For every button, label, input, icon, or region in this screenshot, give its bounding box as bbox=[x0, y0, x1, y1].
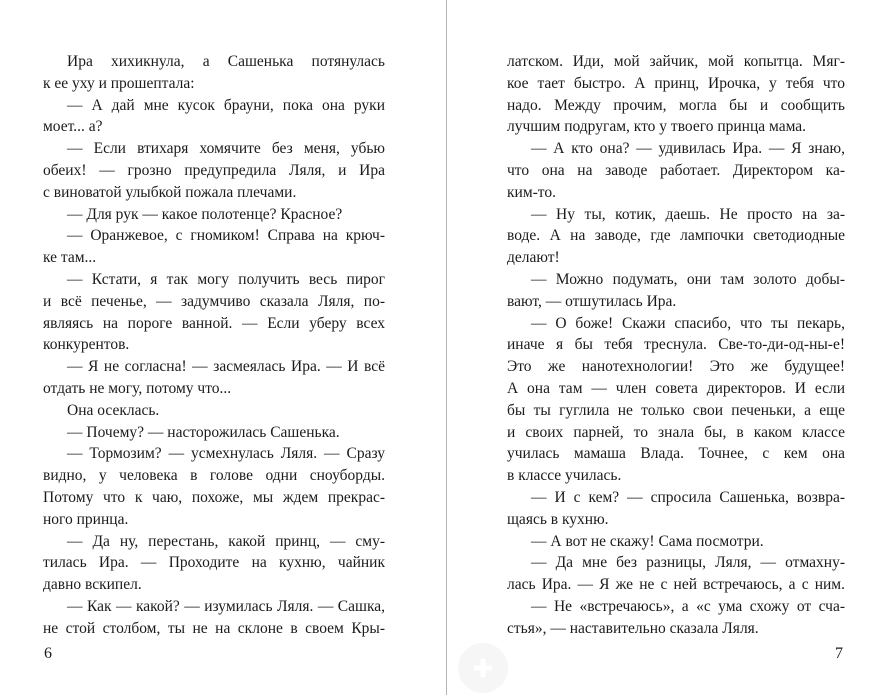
text-line: — Для рук — какое полотенце? Красное? bbox=[67, 205, 343, 223]
text-line: делают! bbox=[507, 249, 560, 267]
text-line: иначе я бы тебя треснула. Све-то-ди-од-ны-е! bbox=[507, 336, 845, 354]
text-line: — Кстати, я так могу получить весь пирог bbox=[67, 270, 385, 288]
page-left-text bbox=[43, 51, 385, 640]
page-right-text bbox=[507, 51, 845, 640]
text-line: — Не «встречаюсь», а «с ума схожу от сча- bbox=[531, 597, 845, 615]
text-line: — Да мне без разницы, Ляля, — отмахну- bbox=[531, 554, 845, 572]
text-line: Это же нанотехнологии! Это же будущее! bbox=[507, 358, 845, 376]
add-button[interactable] bbox=[458, 643, 508, 693]
text-line: — Ну ты, котик, даешь. Не просто на за- bbox=[531, 205, 845, 223]
text-line: Ира хихикнула, а Сашенька потянулась bbox=[67, 53, 385, 70]
text-line: являясь на пороге ванной. — Если уберу всех bbox=[43, 314, 385, 332]
text-line: вают, — отшутилась Ира. bbox=[507, 292, 677, 310]
text-line: стья», — наставительно сказала Ляля. bbox=[507, 619, 759, 637]
text-line: с виноватой улыбкой пожала плечами. bbox=[43, 183, 297, 201]
text-line: лучшим подругам, кто у твоего принца мама. bbox=[507, 118, 807, 136]
text-line: Потому что к чаю, похоже, мы ждем прекрас- bbox=[43, 488, 385, 506]
text-line: конкурентов. bbox=[43, 336, 130, 354]
text-line: моет... а? bbox=[43, 118, 103, 136]
text-line: — Оранжевое, с гномиком! Справа на крюч- bbox=[67, 227, 385, 245]
text-line: — Можно подумать, они там золото добы- bbox=[531, 270, 845, 288]
text-line: — А кто она? — удивилась Ира. — Я знаю, bbox=[531, 140, 845, 158]
text-line: отдать не могу, потому что... bbox=[43, 379, 232, 397]
text-line: — И с кем? — спросила Сашенька, возвра- bbox=[531, 488, 845, 506]
text-line: к ее уху и прошептала: bbox=[43, 74, 195, 92]
text-line: видно, у человека в голове одни сноуборды. bbox=[43, 467, 385, 485]
text-line: училась мамаша Влада. Точнее, с кем она bbox=[507, 445, 845, 463]
text-line: обеих! — грозно предупредила Ляля, и Ира bbox=[43, 161, 385, 179]
text-line: кое тает быстро. А принц, Ирочка, у тебя что bbox=[507, 74, 845, 92]
text-line: щаясь в кухню. bbox=[507, 510, 609, 528]
text-line: надо. Между прочим, могла бы и сообщить bbox=[507, 96, 845, 114]
text-line: Она осеклась. bbox=[67, 401, 160, 419]
text-line: давно вскипел. bbox=[43, 576, 142, 594]
text-line: — Да ну, перестань, какой принц, — сму- bbox=[67, 532, 385, 550]
text-line: — А дай мне кусок брауни, пока она руки bbox=[67, 96, 385, 114]
text-line: лась Ира. — Я же не с ней встречаюсь, а с ним. bbox=[507, 576, 845, 594]
text-line: — О боже! Скажи спасибо, что ты пекарь, bbox=[531, 314, 845, 332]
page-number-left: 6 bbox=[44, 645, 52, 662]
text-line: что она на заводе работает. Директором ка- bbox=[507, 161, 845, 179]
text-line: ким-то. bbox=[507, 183, 556, 201]
text-line: — Тормозим? — усмехнулась Ляля. — Сразу bbox=[67, 445, 385, 463]
text-line: латском. Иди, мой зайчик, мой копытца. Мяг- bbox=[507, 53, 845, 70]
text-line: и своих парней, то знала бы, в каком классе bbox=[507, 423, 845, 441]
page-divider bbox=[446, 0, 447, 695]
plus-icon bbox=[458, 643, 508, 693]
text-line: — Я не согласна! — засмеялась Ира. — И всё bbox=[67, 358, 385, 376]
text-line: — Если втихаря хомячите без меня, убью bbox=[67, 140, 385, 158]
text-line: в классе училась. bbox=[507, 467, 622, 485]
text-line: тилась Ира. — Проходите на кухню, чайник bbox=[43, 554, 385, 572]
page-number-right: 7 bbox=[835, 645, 843, 662]
text-line: ке там... bbox=[43, 249, 97, 267]
text-line: — Почему? — насторожилась Сашенька. bbox=[67, 423, 340, 441]
text-line: — А вот не скажу! Сама посмотри. bbox=[531, 532, 764, 550]
text-line: не стой столбом, ты не на склоне в своем Кры- bbox=[43, 619, 385, 637]
text-line: — Как — какой? — изумилась Ляля. — Сашка, bbox=[67, 597, 385, 615]
text-line: воде. А на заводе, где лампочки светодиодные bbox=[507, 227, 845, 245]
text-line: ного принца. bbox=[43, 510, 129, 528]
text-line: и всё печенье, — задумчиво сказала Ляля, по- bbox=[43, 292, 385, 310]
text-line: А она там — член совета директоров. И если bbox=[507, 379, 845, 397]
text-line: бы ты гуглила не только свои печеньки, а еще bbox=[507, 401, 845, 419]
